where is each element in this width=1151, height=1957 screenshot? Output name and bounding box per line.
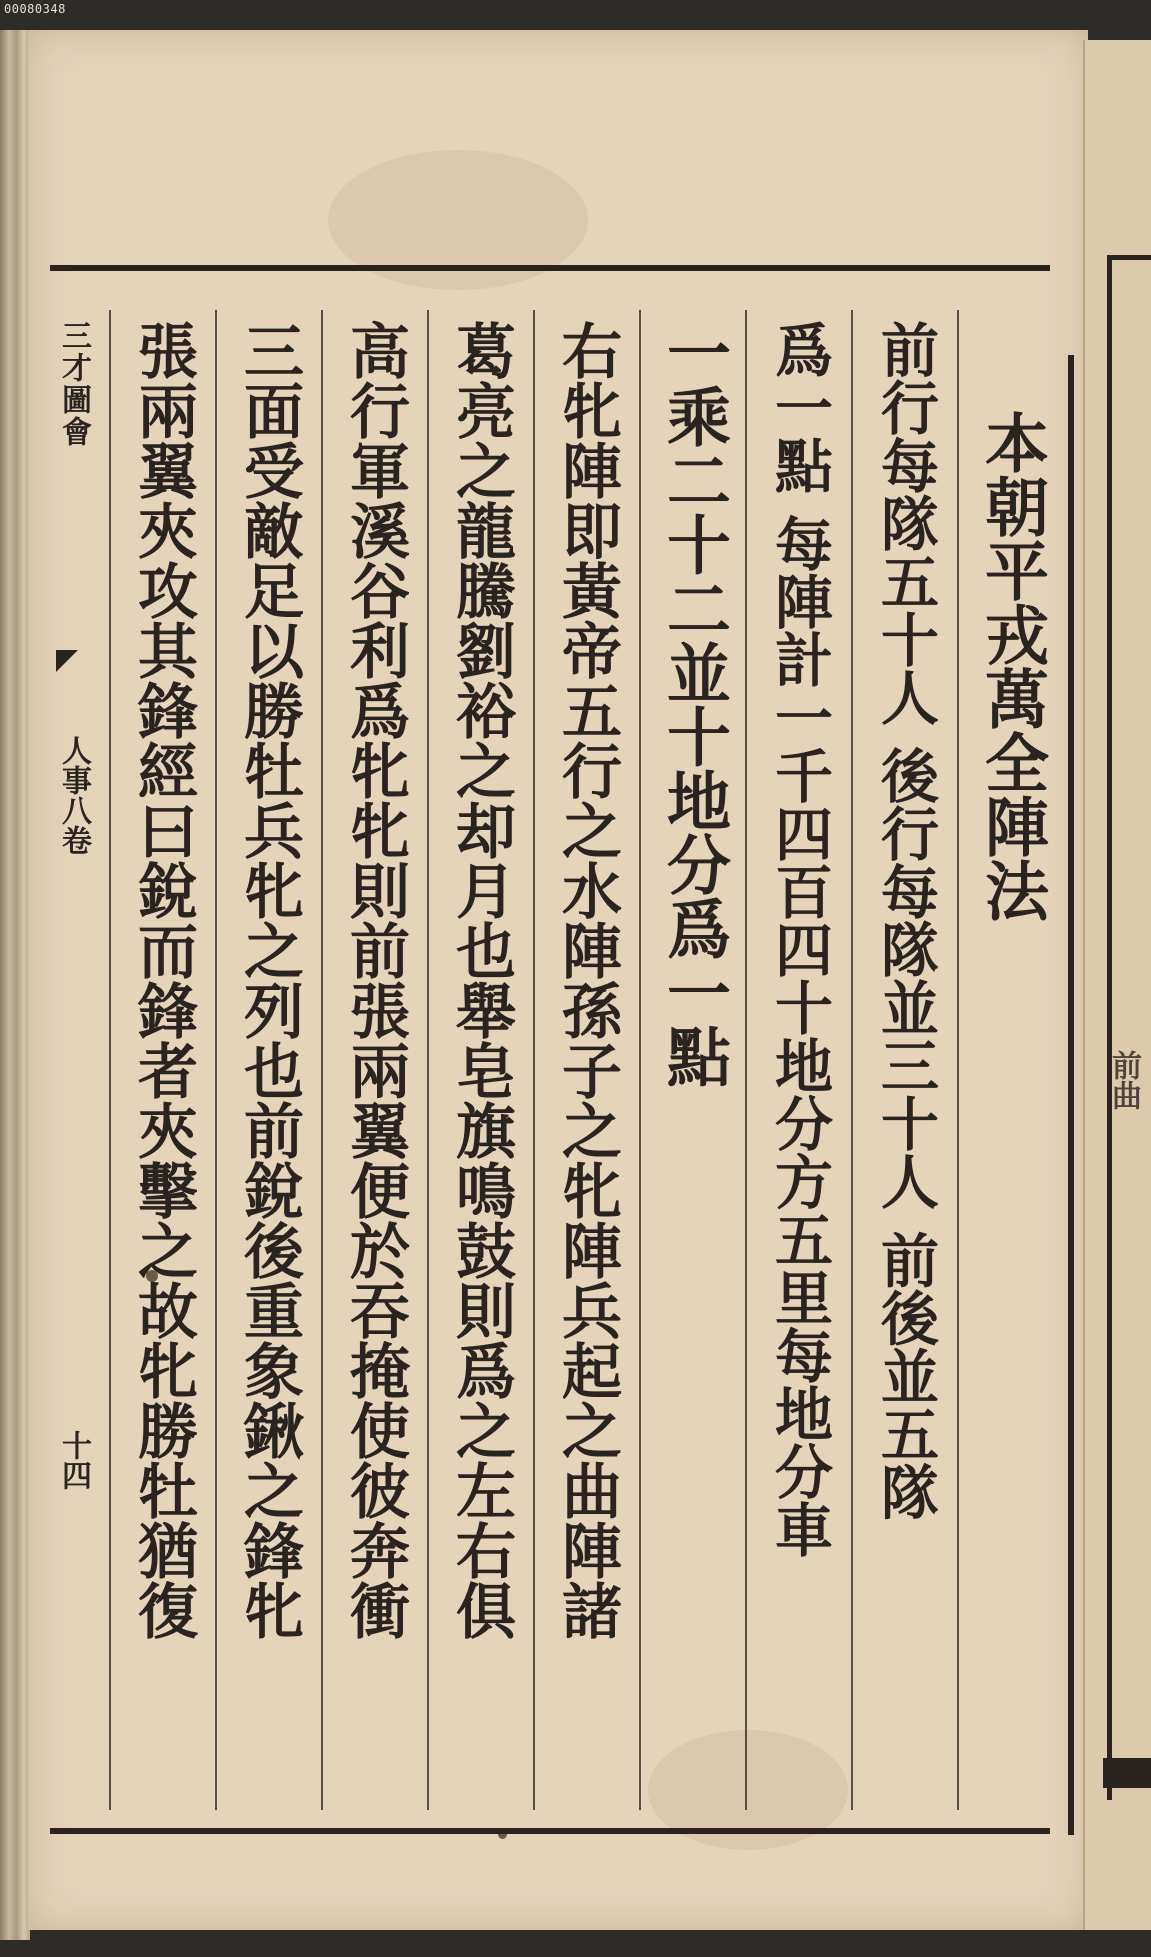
- column-text: 三面受敵足以勝牡兵牝之列也前銳後重象鍬之鋒牝: [234, 320, 304, 1640]
- column-text: 前行每隊五十人 後行每隊並三十人 前後並五隊: [871, 320, 939, 1521]
- scan-id-label: 00080348: [4, 2, 66, 16]
- next-page-edge: [1083, 40, 1151, 1930]
- column-text: 本朝平戎萬全陣法: [974, 410, 1049, 922]
- text-column-heading: [957, 310, 1063, 1810]
- column-text: 一乘二十二並十地分爲一點: [656, 320, 731, 1088]
- text-column: [533, 310, 639, 1810]
- column-text: 右牝陣即黃帝五行之水陣孫子之牝陣兵起之曲陣諸: [552, 320, 622, 1640]
- text-column: [745, 310, 851, 1810]
- margin-book-title: 三才圖會: [56, 320, 91, 448]
- text-column: [639, 310, 745, 1810]
- book-edge: [0, 30, 30, 1940]
- column-text: 張兩翼夾攻其鋒經曰銳而鋒者夾擊之故牝勝牡猶復: [128, 320, 198, 1640]
- next-page-frame: [1107, 255, 1151, 1800]
- fish-tail-ornament: [56, 650, 78, 672]
- column-text: 高行軍溪谷利爲牝牝則前張兩翼便於吞掩使彼奔衝: [340, 320, 410, 1640]
- text-column: [427, 310, 533, 1810]
- next-page-fragment: 前曲: [1106, 1050, 1141, 1110]
- text-column: [851, 310, 957, 1810]
- text-column: [109, 310, 215, 1810]
- frame-right-rule: [1068, 355, 1074, 1835]
- book-page: [28, 30, 1088, 1930]
- column-text: 葛亮之龍騰劉裕之却月也舉皂旗鳴鼓則爲之左右俱: [446, 320, 516, 1640]
- text-columns: [103, 310, 1063, 1810]
- text-column: [215, 310, 321, 1810]
- margin-page-number: 十四: [56, 1430, 91, 1490]
- column-text: 爲一點 每陣計一千四百四十地分方五里每地分車: [765, 320, 833, 1559]
- next-page-ink-block: [1103, 1758, 1151, 1788]
- margin-juan-label: 人事八卷: [56, 735, 91, 855]
- text-column: [321, 310, 427, 1810]
